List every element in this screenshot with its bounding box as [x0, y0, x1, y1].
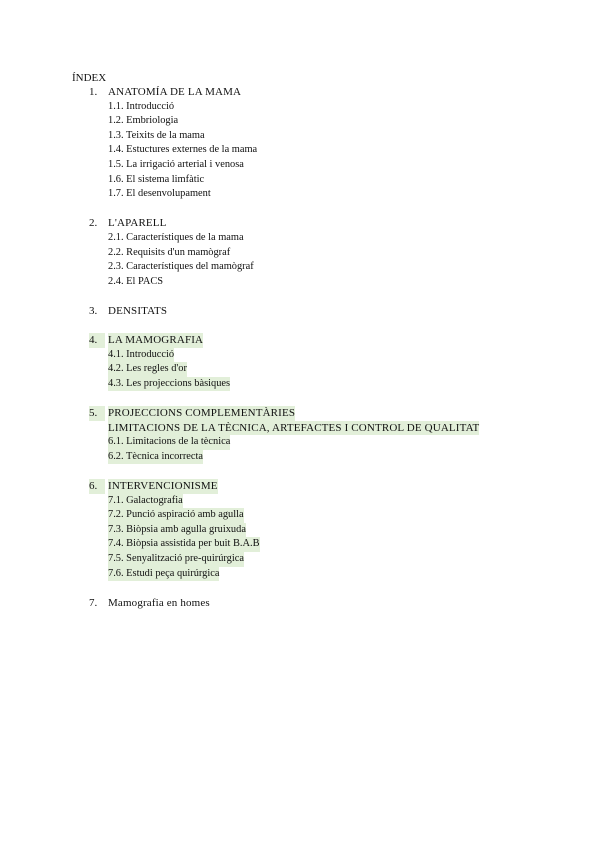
toc-section — [0, 406, 600, 464]
toc-section-title: INTERVENCIONISME — [108, 480, 218, 493]
toc-section — [0, 333, 600, 391]
toc-item-row — [0, 450, 600, 465]
toc-item-row — [0, 246, 600, 261]
toc-section-title: Mamografia en homes — [108, 596, 210, 609]
toc-item: 4.2. Les regles d'or — [108, 362, 187, 377]
toc-item-row — [0, 567, 600, 582]
toc-item-row — [0, 158, 600, 173]
toc-item: 7.2. Punció aspiració amb agulla — [108, 508, 244, 523]
toc-section — [0, 85, 600, 202]
toc-heading-row — [0, 304, 600, 319]
toc-item: 1.4. Estuctures externes de la mama — [108, 144, 258, 156]
toc-item-row — [0, 508, 600, 523]
toc-item: 6.1. Limitacions de la tècnica — [108, 435, 230, 450]
toc-item-row — [0, 231, 600, 246]
toc-item: 1.3. Teixits de la mama — [108, 129, 205, 141]
toc-item-row — [0, 494, 600, 509]
toc-section-number: 7. — [89, 596, 98, 609]
toc-item: 7.6. Estudi peça quirúrgica — [108, 567, 219, 582]
toc-item-row — [0, 537, 600, 552]
toc-item: 2.1. Característiques de la mama — [108, 231, 244, 243]
toc-item-row — [0, 143, 600, 158]
index-title: ÍNDEX — [72, 72, 107, 84]
toc-item-row — [0, 377, 600, 392]
toc-item: 2.2. Requisits d'un mamògraf — [108, 246, 231, 258]
toc-heading-row — [0, 333, 600, 348]
toc-section-number: 2. — [89, 217, 98, 230]
toc-item-row — [0, 100, 600, 115]
table-of-contents — [0, 85, 600, 625]
toc-item: 1.5. La irrigació arterial i venosa — [108, 158, 244, 170]
toc-section-title: DENSITATS — [108, 304, 168, 317]
toc-section — [0, 596, 600, 611]
toc-heading-row — [0, 406, 600, 421]
toc-section-subtitle: LIMITACIONS DE LA TÈCNICA, ARTEFACTES I CONTROL DE QUALITAT — [108, 421, 480, 434]
toc-item-row — [0, 187, 600, 202]
toc-item-row — [0, 173, 600, 188]
toc-item-row — [0, 129, 600, 144]
toc-heading-row — [0, 596, 600, 611]
toc-section — [0, 479, 600, 581]
toc-item-row — [0, 260, 600, 275]
toc-section-number: 6. — [89, 479, 105, 494]
toc-item-row — [0, 552, 600, 567]
toc-item: 7.3. Biòpsia amb agulla gruixuda — [108, 523, 246, 538]
toc-item-row — [0, 362, 600, 377]
toc-item: 1.1. Introducció — [108, 100, 175, 112]
toc-heading-row — [0, 216, 600, 231]
toc-item: 1.2. Embriologia — [108, 115, 179, 127]
toc-item: 6.2. Tècnica incorrecta — [108, 450, 203, 465]
toc-section-title: LA MAMOGRAFIA — [108, 334, 204, 347]
toc-section — [0, 304, 600, 319]
toc-heading-row — [0, 85, 600, 100]
toc-item: 1.7. El desenvolupament — [108, 188, 211, 200]
toc-item: 7.5. Senyalització pre-quirúrgica — [108, 552, 244, 567]
toc-section-number: 5. — [89, 406, 105, 421]
toc-item: 1.6. El sistema limfàtic — [108, 173, 205, 185]
toc-subtitle-row — [0, 421, 600, 436]
toc-item-row — [0, 435, 600, 450]
toc-item-row — [0, 114, 600, 129]
toc-section-title: L'APARELL — [108, 217, 167, 230]
toc-item-row — [0, 275, 600, 290]
toc-heading-row — [0, 479, 600, 494]
toc-item: 4.3. Les projeccions bàsiques — [108, 377, 230, 392]
toc-item: 7.1. Galactografia — [108, 494, 183, 509]
toc-item: 4.1. Introducció — [108, 348, 174, 363]
toc-section-title: ANATOMÍA DE LA MAMA — [108, 86, 242, 98]
toc-item: 7.4. Biòpsia assistida per buit B.A.B — [108, 537, 260, 552]
toc-section-title: PROJECCIONS COMPLEMENTÀRIES — [108, 407, 296, 420]
toc-section-number: 4. — [89, 333, 105, 348]
toc-item: 2.4. El PACS — [108, 275, 164, 287]
toc-item-row — [0, 348, 600, 363]
toc-section-number: 3. — [89, 304, 98, 317]
toc-section-number: 1. — [89, 86, 98, 98]
toc-item: 2.3. Característiques del mamògraf — [108, 261, 254, 273]
toc-item-row — [0, 523, 600, 538]
toc-section — [0, 216, 600, 289]
